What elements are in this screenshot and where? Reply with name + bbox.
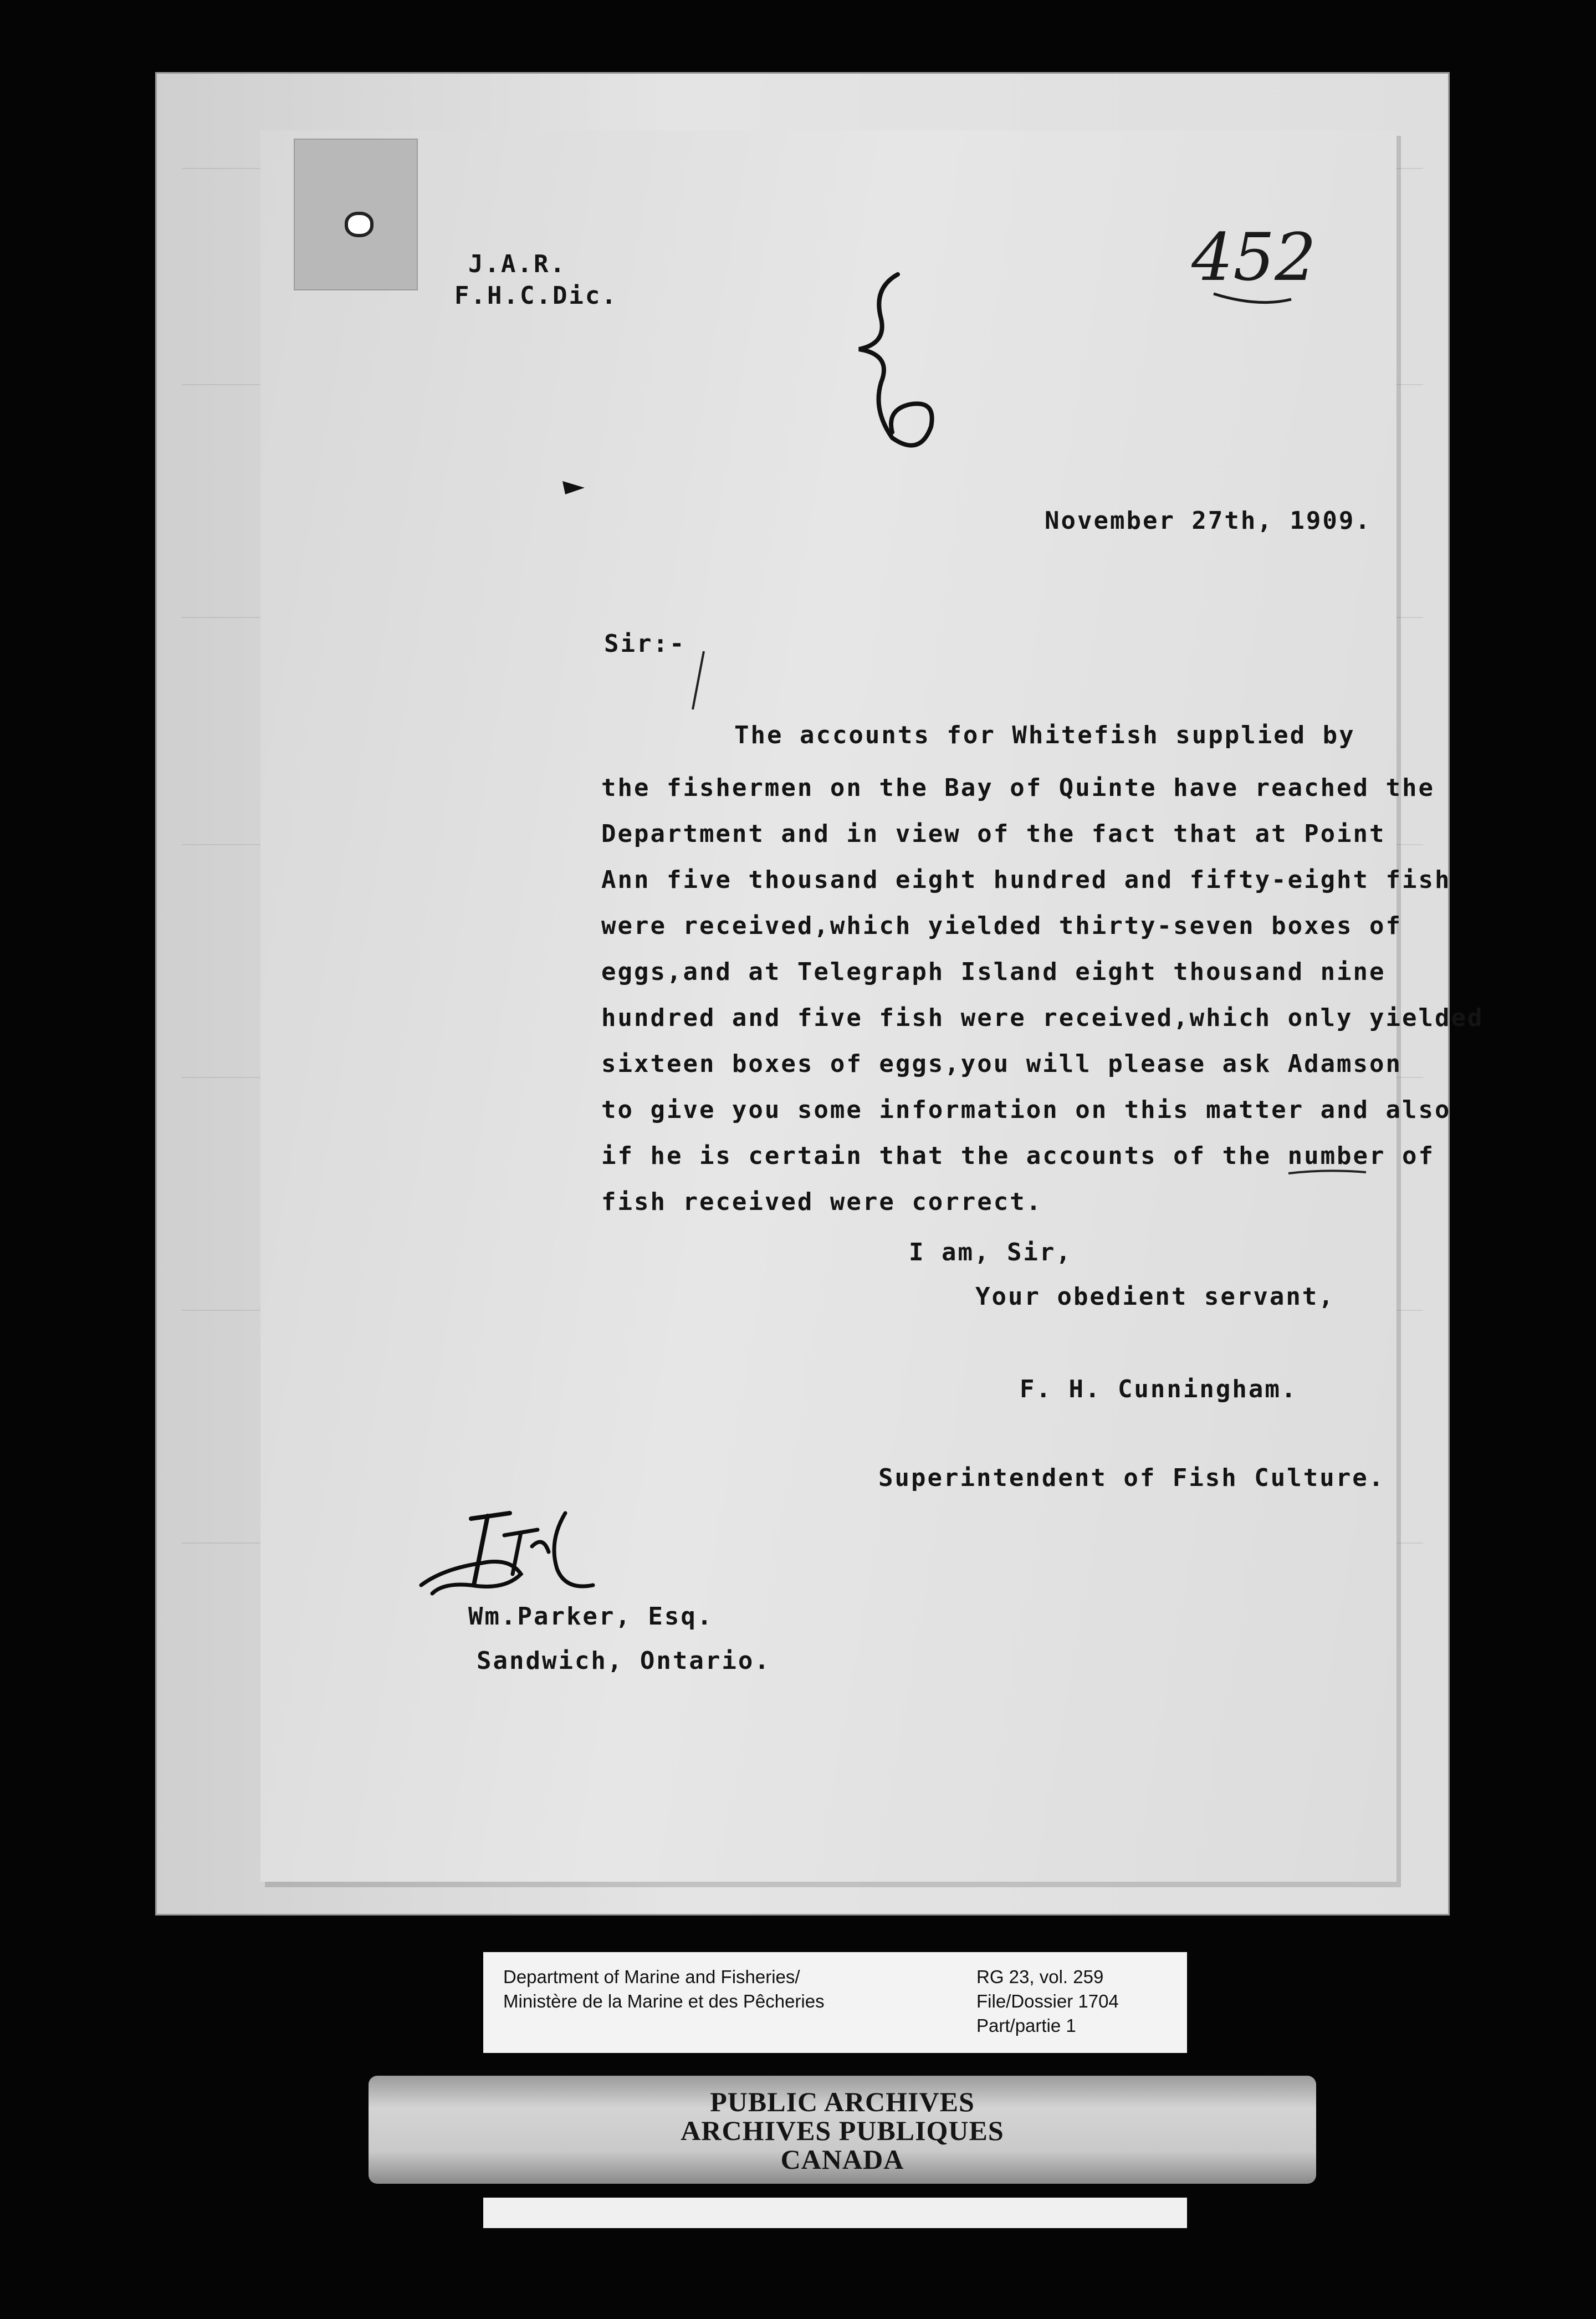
- banner-line-1: PUBLIC ARCHIVES: [710, 2086, 975, 2117]
- salutation: Sir:-: [604, 630, 686, 658]
- record-group: RG 23, vol. 259: [976, 1966, 1104, 1987]
- underline-mark: [1286, 1167, 1369, 1180]
- signatory-title: Superintendent of Fish Culture.: [878, 1464, 1385, 1492]
- body-line-10: if he is certain that the accounts of the number of: [601, 1142, 1435, 1170]
- part-number: Part/partie 1: [976, 2015, 1076, 2036]
- reference-line-1: J.A.R.: [468, 250, 566, 278]
- reference-line-2: F.H.C.Dic.: [454, 282, 618, 310]
- closing-line-1: I am, Sir,: [909, 1238, 1072, 1266]
- check-stroke: [687, 648, 709, 717]
- department-english: Department of Marine and Fisheries/: [503, 1966, 800, 1987]
- body-line-5: were received,which yielded thirty-seven boxes of: [601, 912, 1403, 940]
- body-line-7: hundred and five fish were received,which only yielded: [601, 1004, 1484, 1032]
- initials-signature: [410, 1502, 610, 1604]
- department-french: Ministère de la Marine et des Pêcheries: [503, 1991, 825, 2011]
- closing-line-2: Your obedient servant,: [975, 1283, 1335, 1311]
- body-line-9: to give you some information on this matter and also: [601, 1096, 1451, 1124]
- margin-mark-handwritten: [820, 266, 964, 468]
- arrow-mark: [560, 477, 593, 501]
- bottom-label-strip: [483, 2198, 1187, 2228]
- file-number: File/Dossier 1704: [976, 1991, 1119, 2011]
- signatory-name: F. H. Cunningham.: [1020, 1375, 1298, 1403]
- banner-line-3: CANADA: [780, 2144, 904, 2175]
- banner-line-2: ARCHIVES PUBLIQUES: [681, 2115, 1004, 2146]
- body-line-8: sixteen boxes of eggs,you will please ask Adamson: [601, 1050, 1403, 1078]
- body-line-6: eggs,and at Telegraph Island eight thousand nine: [601, 958, 1386, 986]
- folio-number-handwritten: [1191, 227, 1336, 313]
- body-line-2: the fishermen on the Bay of Quinte have reached the: [601, 774, 1435, 802]
- addressee-location: Sandwich, Ontario.: [477, 1647, 771, 1675]
- letter-date: November 27th, 1909.: [1045, 507, 1372, 535]
- body-line-4: Ann five thousand eight hundred and fifty-eight fish: [601, 866, 1451, 894]
- public-archives-banner: [369, 2076, 1316, 2184]
- body-line-11: fish received were correct.: [601, 1188, 1043, 1216]
- body-line-1: The accounts for Whitefish supplied by: [734, 721, 1355, 749]
- folio-number: 452: [1191, 227, 1317, 295]
- archive-label: [483, 1952, 1187, 2053]
- corner-stamp: [294, 139, 418, 290]
- body-line-3: Department and in view of the fact that at Point: [601, 820, 1386, 848]
- addressee-name: Wm.Parker, Esq.: [468, 1602, 714, 1631]
- punch-hole: [345, 212, 374, 237]
